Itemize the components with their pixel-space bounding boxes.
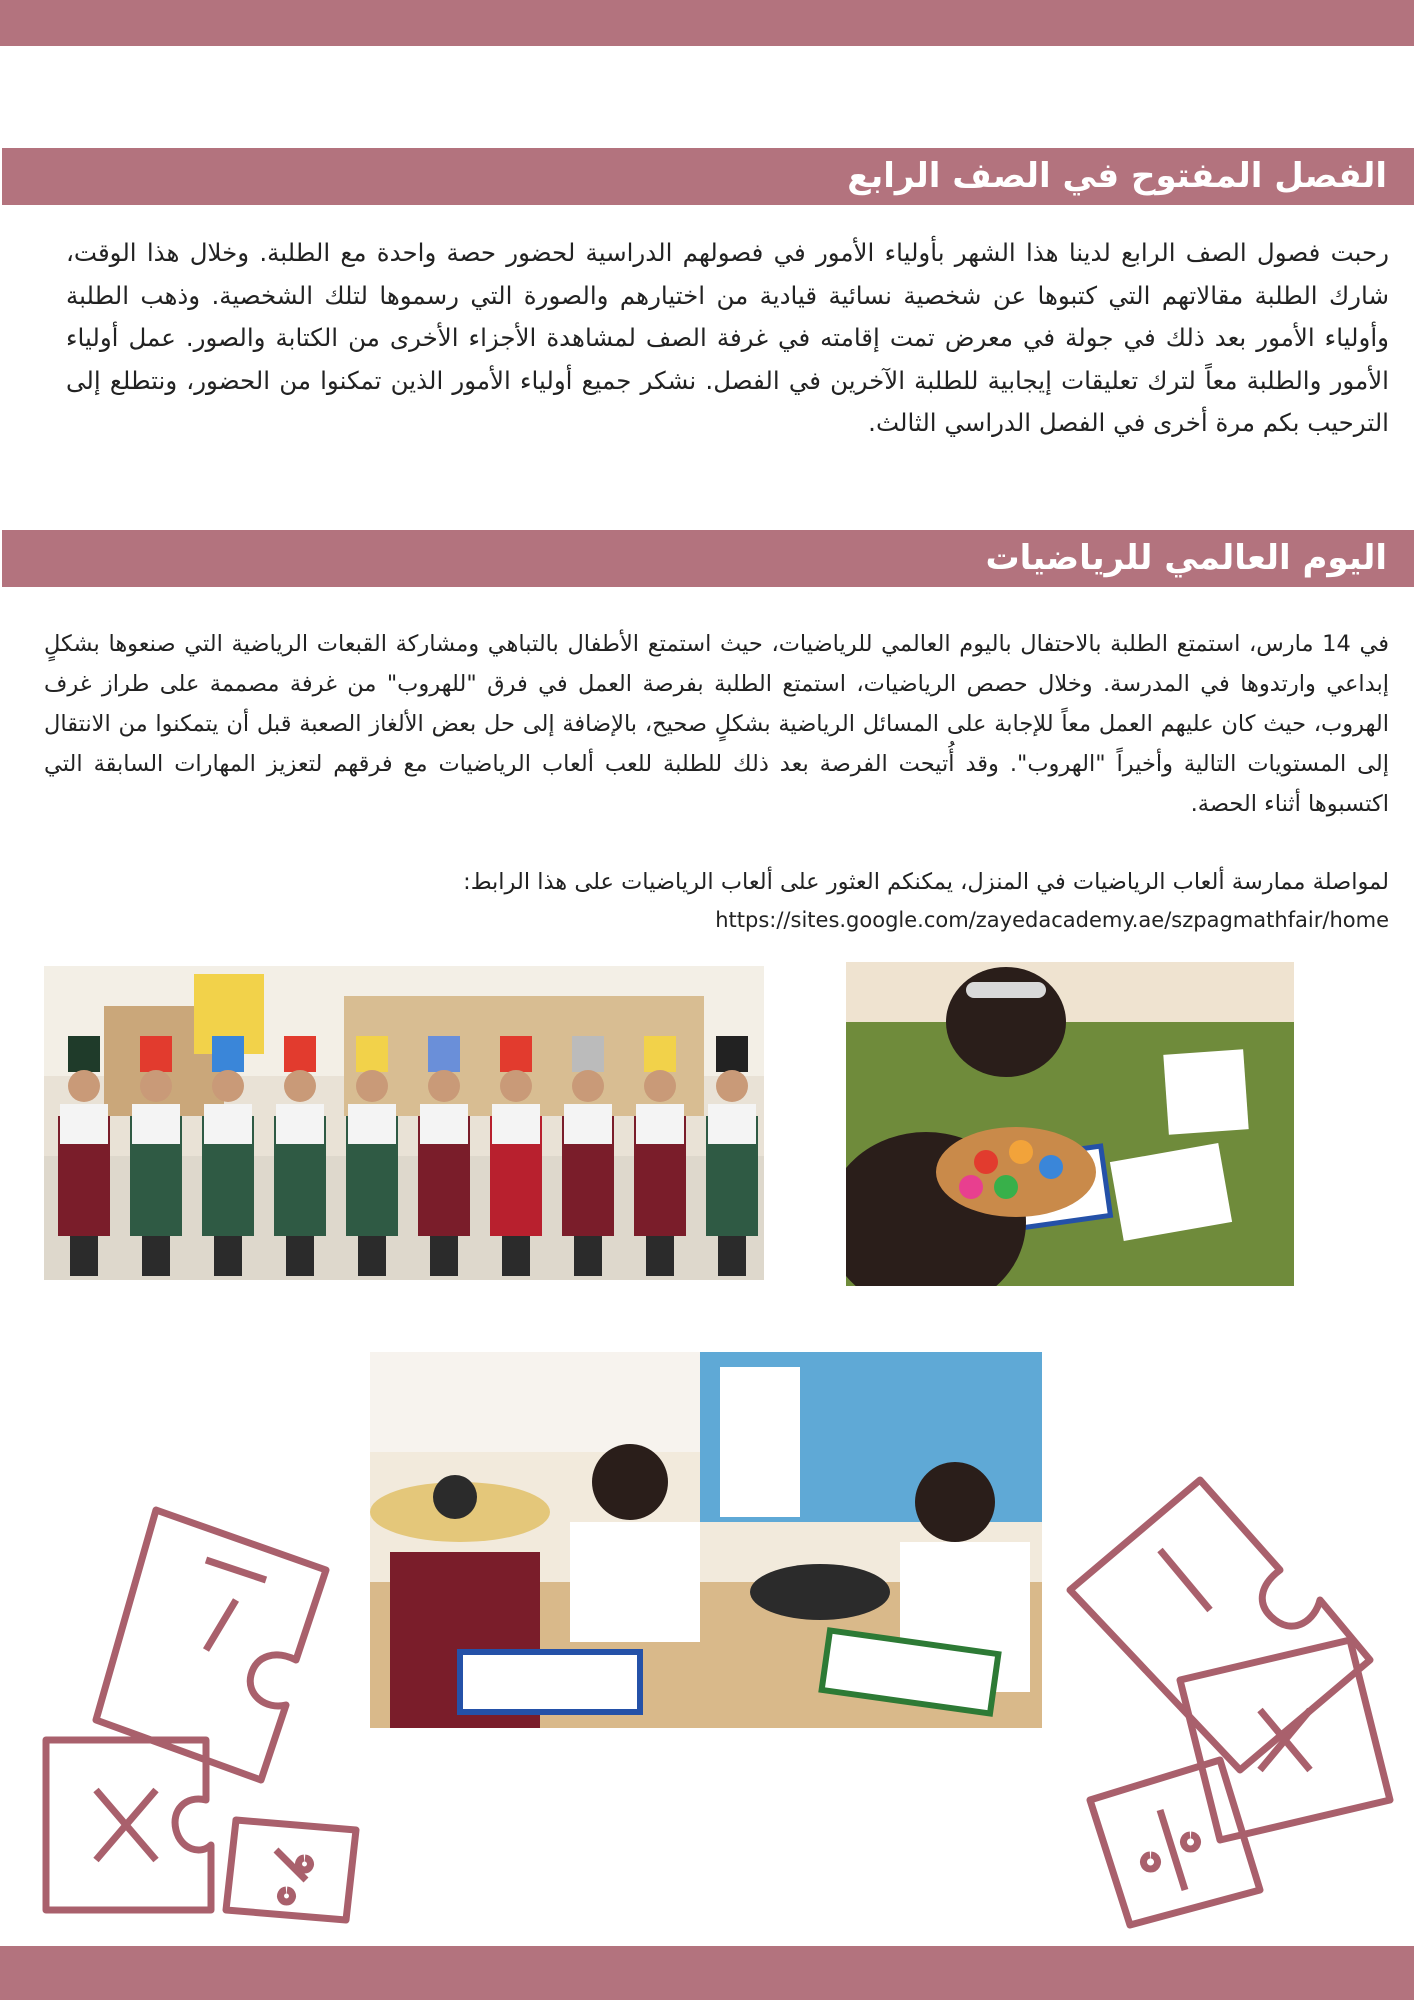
student-figure	[68, 1070, 100, 1102]
section-heading-open-classroom: الفصل المفتوح في الصف الرابع	[2, 148, 1414, 205]
student-figure	[356, 1070, 388, 1102]
puzzle-pieces-icon	[36, 1490, 366, 1930]
student-figure	[70, 1236, 98, 1276]
student-figure	[572, 1070, 604, 1102]
puzzle-pieces-icon	[1050, 1470, 1400, 1930]
student-figure	[574, 1236, 602, 1276]
student-figure	[284, 1036, 316, 1072]
student-figure	[492, 1104, 540, 1144]
student-figure	[140, 1070, 172, 1102]
student-figure	[500, 1070, 532, 1102]
student-figure	[142, 1236, 170, 1276]
open-classroom-paragraph: رحبت فصول الصف الرابع لدينا هذا الشهر بأولياء الأمور في فصولهم الدراسية لحضور حصة واحدة مع الطلبة. وخلال هذا الوقت، شارك الطلبة مقالاتهم التي كتبوها عن شخصية نسائية قيادية من اختيارهم والصورة التي رسموها لتلك الشخصية. وذهب الطلبة وأولياء الأمور بعد ذلك في جولة في معرض تمت إقامته في غرفة الصف لمشاهدة الأجزاء الأخرى من الكتابة والصور. عمل أولياء الأمور والطلبة معاً لترك تعليقات إيجابية للطلبة الآخرين في الفصل. نشكر جميع أولياء الأمور الذين تمكنوا من الحضور، ونتطلع إلى الترحيب بكم مرة أخرى في الفصل الدراسي الثالث.	[66, 238, 1389, 437]
student-figure	[572, 1036, 604, 1072]
student-figure	[718, 1236, 746, 1276]
student-figure	[276, 1104, 324, 1144]
student-figure	[644, 1070, 676, 1102]
student-figure	[212, 1070, 244, 1102]
student-figure	[68, 1036, 100, 1072]
student-figure	[60, 1104, 108, 1144]
student-figure	[284, 1070, 316, 1102]
math-games-note: لمواصلة ممارسة ألعاب الرياضيات في المنزل، يمكنكم العثور على ألعاب الرياضيات على هذا الرابط:	[463, 869, 1389, 895]
student-figure	[356, 1036, 388, 1072]
student-figure	[204, 1104, 252, 1144]
math-games-link[interactable]: https://sites.google.com/zayedacademy.ae/szpagmathfair/home	[715, 908, 1389, 932]
student-figure	[430, 1236, 458, 1276]
student-figure	[348, 1104, 396, 1144]
student-figure	[132, 1104, 180, 1144]
student-figure	[428, 1070, 460, 1102]
bottom-accent-band	[0, 1946, 1414, 2000]
student-figure	[140, 1036, 172, 1072]
math-day-paragraph: في 14 مارس، استمتع الطلبة بالاحتفال باليوم العالمي للرياضيات، حيث استمتع الأطفال بالتباهي ومشاركة القبعات الرياضية التي صنعوها بشكلٍ إبداعي وارتدوها في المدرسة. وخلال حصص الرياضيات، استمتع الطلبة بفرصة العمل في فرق "للهروب" من غرفة مصممة على طراز غرف الهروب، حيث كان عليهم العمل معاً للإجابة على المسائل الرياضية بشكلٍ صحيح، بالإضافة إلى حل بعض الألغاز الصعبة قبل أن يتمكنوا من الانتقال إلى المستويات التالية وأخيراً "الهروب". وقد أُتيحت الفرصة بعد ذلك للطلبة للعب ألعاب الرياضيات مع فرقهم لتعزيز المهارات السابقة التي اكتسبوها أثناء الحصة.	[44, 631, 1389, 817]
student-figure	[502, 1236, 530, 1276]
photo-students-at-table-whiteboards	[370, 1352, 1042, 1728]
student-figure	[716, 1036, 748, 1072]
student-figure	[500, 1036, 532, 1072]
student-figure	[646, 1236, 674, 1276]
student-figure	[716, 1070, 748, 1102]
student-figure	[708, 1104, 756, 1144]
section-heading-math-day: اليوم العالمي للرياضيات	[2, 530, 1414, 587]
student-figure	[286, 1236, 314, 1276]
student-figure	[564, 1104, 612, 1144]
top-accent-band	[0, 0, 1414, 46]
student-figure	[644, 1036, 676, 1072]
photo-students-in-math-hats	[44, 966, 764, 1280]
student-figure	[420, 1104, 468, 1144]
photo-student-with-number-headband	[846, 962, 1294, 1286]
student-figure	[428, 1036, 460, 1072]
student-figure	[636, 1104, 684, 1144]
student-figure	[212, 1036, 244, 1072]
student-figure	[214, 1236, 242, 1276]
student-figure	[358, 1236, 386, 1276]
